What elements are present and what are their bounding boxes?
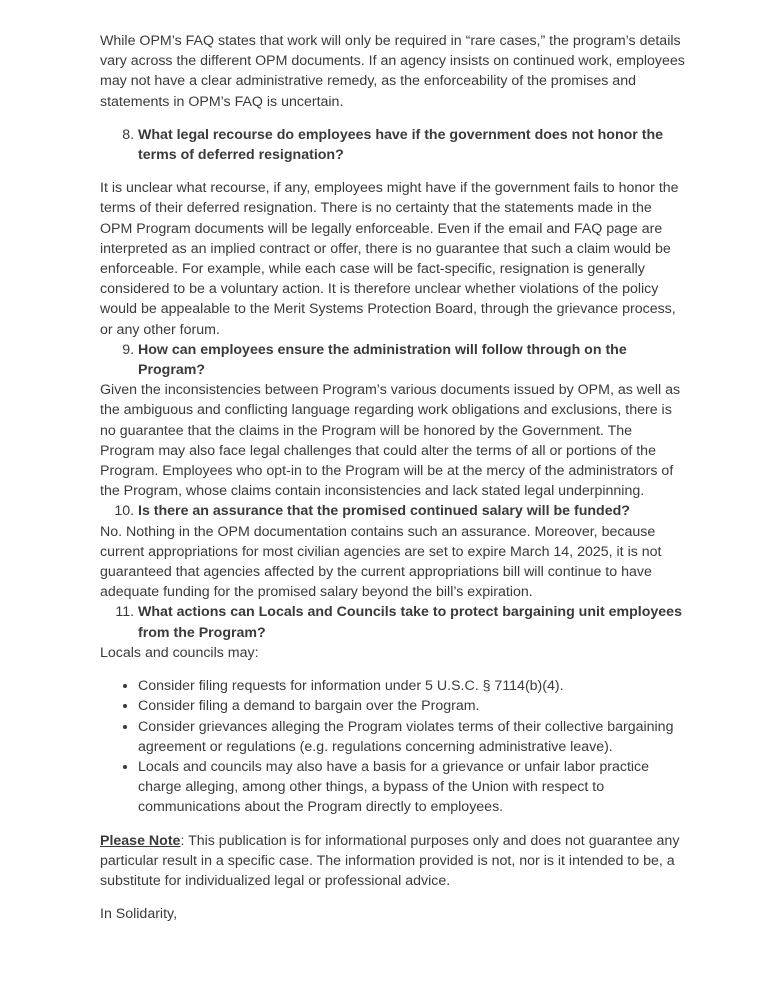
question-10-list <box>100 501 685 521</box>
list-item: • Consider filing requests for information under 5 U.S.C. § 7114(b)(4). <box>138 676 685 696</box>
document-body <box>100 31 685 924</box>
list-item: • Consider grievances alleging the Program violates terms of their collective bargaining agreement or regulations (e.g. regulations concerning administrative leave). <box>138 717 685 757</box>
answer-9: Given the inconsistencies between Program’s various documents issued by OPM, as well as the ambiguous and conflicting language regarding work obligations and exclusions, there is no guarantee that the claims in the Program will be honored by the Government. The Program may also face legal challenges that could alter the terms of all or portions of the Program. Employees who opt-in to the Program will be at the mercy of the administrators of the Program, whose claims contain inconsistencies and lack stated legal underpinning. <box>100 382 681 500</box>
list-item: • Locals and councils may also have a basis for a grievance or unfair labor practice charge alleging, among other things, a bypass of the Union with respect to communications about the Program directly to employees. <box>138 757 685 818</box>
question-8: 8. What legal recourse do employees have if the government does not honor the terms of deferred resignation? <box>138 125 685 165</box>
question-9: 9. How can employees ensure the administration will follow through on the Program? <box>138 340 685 380</box>
note-label: Please Note <box>100 832 181 849</box>
answer-8: It is unclear what recourse, if any, employees might have if the government fails to honor the terms of their deferred resignation. There is no certainty that the statements made in the OPM Program documents will be legally enforceable. Even if the email and FAQ page are interpreted as an implied contract or offer, there is no guarantee that such a claim would be enforceable. For example, while each case will be fact-specific, resignation is generally considered to be a voluntary action. It is therefore unclear whether violations of the policy would be appealable to the Merit Systems Protection Board, through the grievance process, or any other forum. <box>100 180 679 338</box>
answer-10: No. Nothing in the OPM documentation contains such an assurance. Moreover, because current appropriations for most civilian agencies are set to expire March 14, 2025, it is not guaranteed that agencies affected by the current appropriations bill will continue to have adequate funding for the promised salary beyond the bill’s expiration. <box>100 523 662 601</box>
question-11: 11. What actions can Locals and Councils take to protect bargaining unit employees from the Program? <box>138 602 685 642</box>
question-10: 10. Is there an assurance that the promised continued salary will be funded? <box>138 501 685 521</box>
disclaimer-note <box>100 831 685 892</box>
question-11-list <box>100 602 685 642</box>
question-8-list <box>100 125 685 165</box>
actions-list <box>100 676 685 817</box>
closing-salutation: In Solidarity, <box>100 906 178 923</box>
note-text: : This publication is for informational purposes only and does not guarantee any particular result in a specific case. The information provided is not, nor is it intended to be, a substitute for individualized legal or professional advice. <box>100 832 680 889</box>
question-9-list <box>100 340 685 380</box>
intro-paragraph: While OPM’s FAQ states that work will only be required in “rare cases,” the program’s details vary across the different OPM documents. If an agency insists on continued work, employees may not have a clear administrative remedy, as the enforceability of the promises and statements in OPM’s FAQ is uncertain. <box>100 33 685 110</box>
answer-11-intro: Locals and councils may: <box>100 644 259 661</box>
list-item: • Consider filing a demand to bargain over the Program. <box>138 696 685 716</box>
